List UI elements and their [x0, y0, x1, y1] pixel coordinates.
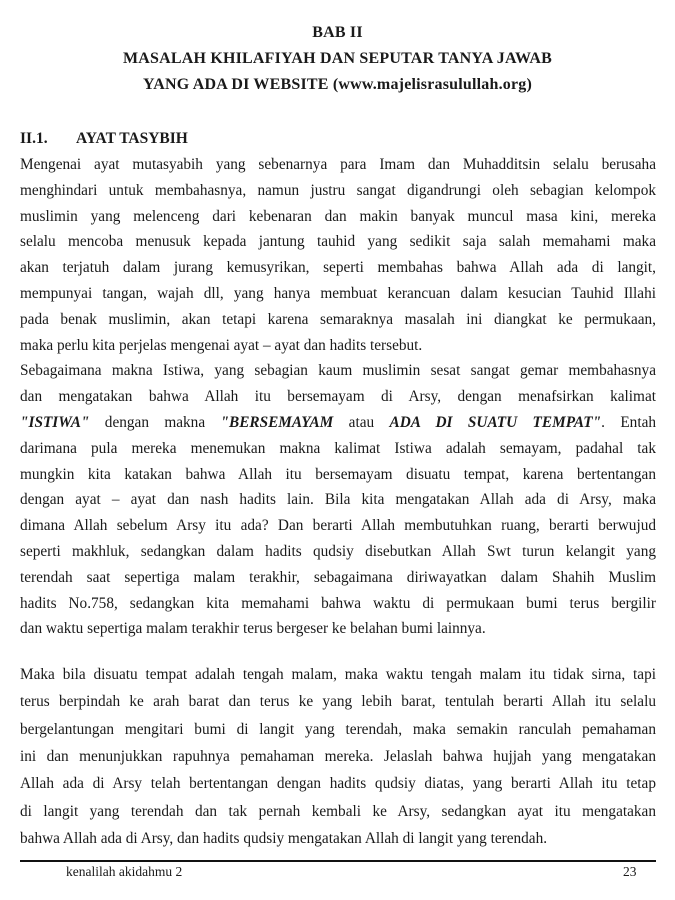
chapter-title-line-1: MASALAH KHILAFIYAH DAN SEPUTAR TANYA JAWAB	[122, 50, 553, 67]
paragraph-1-line: muslimin yang melenceng dari kebenaran dan makin banyak muncul masa kini, mereka	[20, 207, 656, 225]
paragraph-2-line: darimana pula mereka menemukan makna kalimat Istiwa adalah semayam, padahal tak	[20, 439, 656, 457]
paragraph-3-line: ini dan menunjukkan rapuhnya pemahaman mereka. Jelaslah bahwa hujjah yang mengatakan	[20, 747, 656, 765]
paragraph-2-line: terendah saat sepertiga malam terakhir, sebagaimana diriwayatkan dalam Shahih Muslim	[20, 568, 656, 586]
paragraph-1-line: Mengenai ayat mutasyabih yang sebenarnya para Imam dan Muhadditsin selalu berusaha	[20, 156, 656, 173]
paragraph-2-line: hadits No.758, sedangkan kita memahami bahwa waktu di permukaan bumi terus bergilir	[20, 594, 656, 612]
paragraph-3-line: terus berpindah ke arah barat dan terus ke yang lebih barat, tentulah berarti Allah itu selalu	[20, 693, 656, 711]
section-title: AYAT TASYBIH	[76, 130, 188, 147]
paragraph-2-line: dan waktu sepertiga malam terakhir terus bergeser ke belahan bumi lainnya.	[20, 620, 486, 638]
paragraph-2-line: dimana Allah sebelum Arsy itu ada? Dan berarti Allah membutuhkan ruang, berarti berwujud	[20, 517, 656, 535]
text-segment: . Entah	[601, 414, 657, 431]
paragraph-3-line: Allah ada di Arsy telah bertentangan dengan hadits qudsiy diatas, yang berarti Allah itu tetap	[20, 775, 656, 793]
section-heading	[20, 130, 188, 148]
page-number: 23	[623, 864, 637, 879]
paragraph-1-line: akan terjatuh dalam jurang kemusyrikan, seperti membahas bahwa Allah ada di langit,	[20, 259, 656, 277]
paragraph-2-line: dengan ayat – ayat dan nash hadits lain. Bila kita mengatakan Allah ada di Arsy, maka	[20, 491, 656, 509]
paragraph-1-line: selalu mencoba menusuk kepada jantung tauhid yang sedikit saja salah memahami maka	[20, 233, 656, 251]
emphasized-text: "ISTIWA"	[20, 414, 90, 431]
chapter-label: BAB II	[312, 24, 363, 41]
paragraph-1-line: mempunyai tangan, wajah dll, yang hanya membuat kerancuan dalam kesucian Tauhid Illahi	[20, 285, 656, 302]
paragraph-1-line: maka perlu kita perjelas mengenai ayat – ayat dan hadits tersebut.	[20, 336, 423, 354]
footer-book-title: kenalilah akidahmu 2	[66, 864, 183, 879]
text-segment: dengan makna	[89, 414, 221, 431]
paragraph-3-line: bergelantungan mengitari bumi di langit yang terendah, maka semakin ranculah pemahaman	[20, 720, 656, 738]
paragraph-3-line: Maka bila disuatu tempat adalah tengah malam, maka waktu tengah malam itu tidak sirna, tapi	[20, 666, 656, 683]
section-number: II.1.	[20, 130, 48, 147]
paragraph-2-line: mungkin kita katakan bahwa Allah itu bersemayam disuatu tempat, karena bertentangan	[20, 465, 656, 483]
footer-rule	[20, 860, 656, 862]
emphasized-text: ADA DI SUATU TEMPAT"	[389, 414, 602, 431]
emphasized-text: "BERSEMAYAM	[220, 414, 334, 431]
paragraph-3-line: di langit yang terendah dan tak pernah kembali ke Arsy, sedangkan ayat itu mengatakan	[20, 802, 656, 820]
chapter-title-line-2: YANG ADA DI WEBSITE (www.majelisrasulullah.org)	[142, 76, 533, 93]
paragraph-2-line: seperti makhluk, sedangkan dalam hadits qudsiy disebutkan Allah Swt turun kelangit yang	[20, 543, 656, 560]
paragraph-1-line: pada benak muslimin, akan tetapi karena semaraknya masalah ini diangkat ke permukaan,	[20, 310, 656, 328]
paragraph-2-line: Sebagaimana makna Istiwa, yang sebagian kaum muslimin sesat sangat gemar membahasnya	[20, 362, 656, 380]
text-segment: atau	[333, 414, 390, 431]
paragraph-2-line: dan mengatakan bahwa Allah itu bersemayam di Arsy, dengan menafsirkan kalimat	[20, 388, 656, 406]
paragraph-1-line: menghindari untuk membahasnya, namun justru sangat digandrungi oleh sebagian kelompok	[20, 181, 656, 199]
paragraph-2-line	[20, 413, 656, 433]
paragraph-3-line: bahwa Allah ada di Arsy, dan hadits qudsiy mengatakan Allah di langit yang terendah.	[20, 829, 548, 847]
